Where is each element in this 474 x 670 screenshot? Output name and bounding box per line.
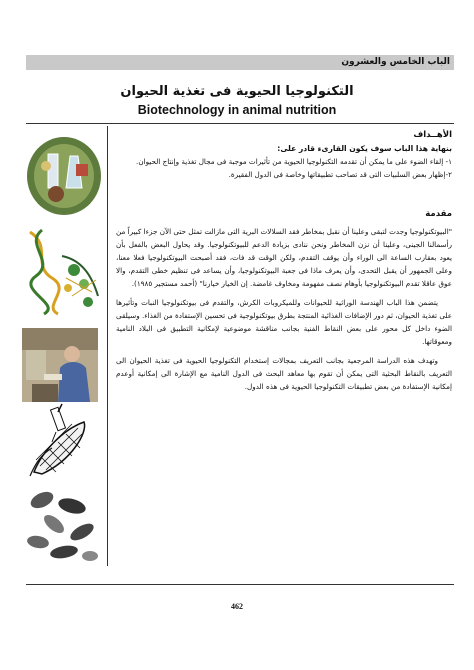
objectives-intro: بنهاية هذا الباب سوف يكون القارىء قادر على: — [277, 144, 452, 153]
chapter-label: الباب الخامس والعشرون — [341, 57, 450, 67]
objective-item: ٢-إظهار بعض السلبيات التى قد تصاحب تطبيقاتها وخاصة فى الدول الفقيرة. — [228, 170, 452, 179]
lab-collage-image — [26, 136, 102, 216]
objectives-section — [116, 129, 452, 181]
lab-scientist-photo — [22, 328, 98, 402]
objectives-heading: الأهــداف — [413, 130, 452, 140]
intro-aim-paragraph: وتهدف هذه الدراسة المرجعية بجانب التعريف بمجالات إستخدام التكنولوجيا الحيوية فى تغذية الحيوان الى التعريف بالنقاط البحثية التى يمكن أن تقوم بها معاهد البحث فى الدول النامية مع الإشارة الى إمكانية أوعدم إمكانية الإستفادة من بعض تطبيقات التكنولوجيا الحيوية فى هذه الدول. — [116, 356, 452, 391]
column-divider — [107, 126, 108, 566]
chapter-header-bar — [26, 55, 454, 70]
arabic-title: التكنولوجيا الحيوية فى تغذية الحيوان — [120, 84, 354, 99]
title-divider — [26, 123, 454, 124]
introduction-section — [116, 208, 452, 393]
objective-item: ١- إلقاء الضوء على ما يمكن أن تقدمه التكنولوجيا الحيوية من تأثيرات موجبة فى مجال تغذية وإنتاج الحيوان. — [136, 157, 452, 166]
page-number: 462 — [231, 602, 243, 611]
corn-syringe-image — [22, 402, 98, 478]
introduction-heading: مقدمة — [425, 209, 452, 219]
intro-scope-paragraph: يتضمن هذا الباب الهندسة الوراثية للحيوانات وللميكروبات الكرش، والتقدم فى بيوتكنولوجيا النبات وتأثيرها على تغذية الحيوان، ثم دور الإضافات الغذائية المنتجة بطرق بيوتكنولوجية فى تحسين الإستفادة من الغذاء. وسيلقى الضوء داخل كل محور على بعض النقاط الفنية بجانب مناقشة موضوعية لإمكانية التطبيق فى البلاد النامية ومعوقاتها. — [116, 298, 452, 346]
dna-helix-image — [22, 226, 104, 316]
intro-quote-paragraph: "البيوتكنولوجيا وجدت لتبقى وعلينا أن نقبل بمخاطر فقد السلالات البرية التى مازالت تمثل حتى الآن جزءا كبيراً من رأسمالنا الجينى، وعلينا أن نزن المخاطر ونحن ننادى بزيادة الدعم للبيوتكنولوجيا. وقد يحاول البعض بالفعل بأن يعود بعقارب الساعة الى الوراء وأن يوقف التقدم، ولكن الوقت قد فات، فقد أصبحت البيوتكنولوجيا فعلا معنا، وعلى الجمهور أن يقبل التحدى، وأن يعرف ماذا فى جعبة البيوتكنولوجيا، وأن يساعد فى تنظيم خطى التقدم، والا عوق عاقلا تقدم البيوتكنولوجيا بأوهام نصف مفهومة ومخاوف غامضة. إن الخيار خيارنا" (أحمد مستجير ١٩٨٥). — [116, 227, 452, 288]
microbe-micrograph-image — [22, 484, 100, 566]
footer-divider — [26, 584, 454, 585]
english-title: Biotechnology in animal nutrition — [137, 103, 337, 117]
